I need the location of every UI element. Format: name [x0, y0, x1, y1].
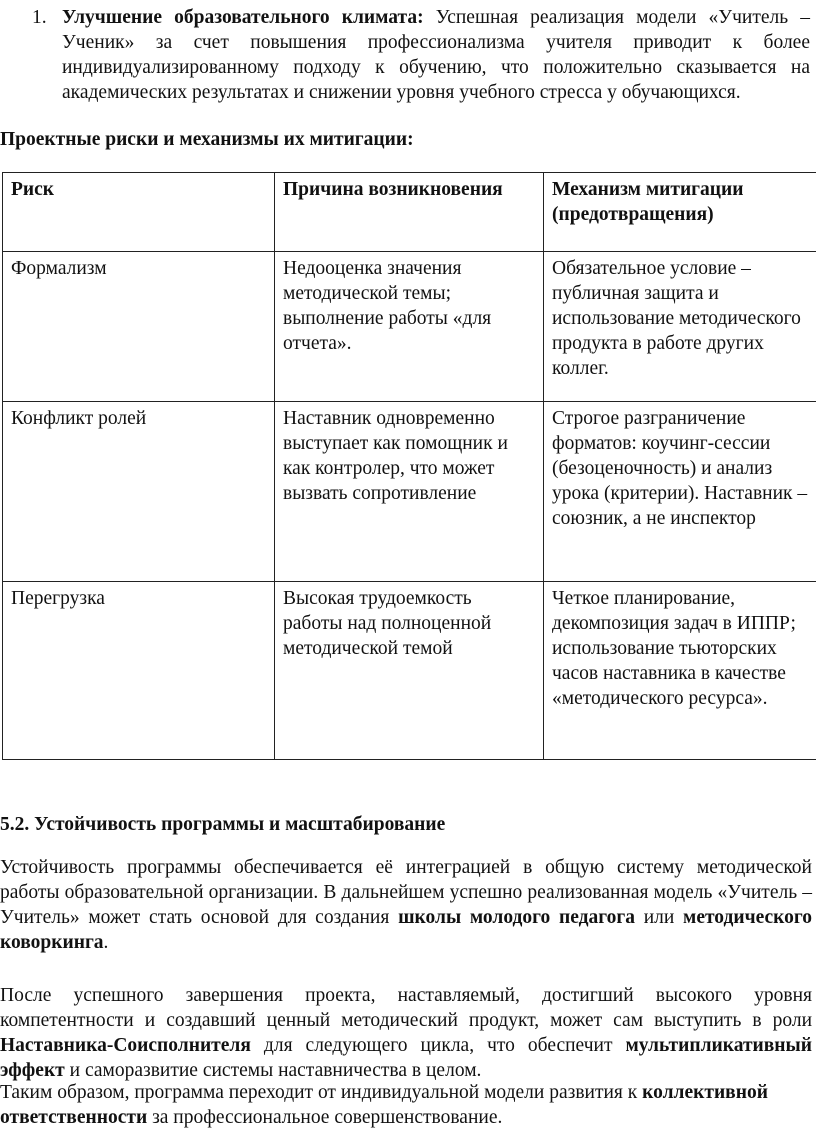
bold-term: коллективной ответственности [0, 1082, 768, 1128]
cause-cell: Высокая трудоемкость работы над полноценной методической темой [275, 582, 544, 760]
risks-heading: Проектные риски и механизмы их митигации: [0, 129, 414, 150]
table-row [3, 582, 816, 760]
table-row [3, 252, 816, 402]
table-header-row [3, 173, 816, 252]
risk-cell: Формализм [3, 252, 275, 402]
bold-term: мультипликативный эффект [0, 1035, 812, 1081]
paragraph-sustainability [0, 855, 812, 955]
para-text: . [103, 932, 109, 953]
para-text: Устойчивость программы обеспечивается её интеграцией в общую систему методической работы образовательной организации. В дальнейшем успешно реализованная модель «Учитель – Учитель» может стать основой для создания [0, 857, 812, 928]
risk-cell: Перегрузка [3, 582, 275, 760]
header-cause: Причина возникновения [275, 173, 544, 252]
para-text: и саморазвитие системы наставничества в целом. [64, 1060, 482, 1081]
cause-cell: Наставник одновременно выступает как помощник и как контролер, что может вызвать сопротивление [275, 402, 544, 582]
bold-term: школы молодого педагога [398, 907, 635, 928]
para-text: для следующего цикла, что обеспечит [250, 1035, 626, 1056]
header-mitigation: Механизм митигации (предотвращения) [544, 173, 816, 252]
bold-term: Наставника-Соисполнителя [0, 1035, 251, 1056]
section-heading: 5.2. Устойчивость программы и масштабирование [0, 814, 446, 835]
bold-term: методического коворкинга [0, 907, 812, 953]
table-row [3, 402, 816, 582]
para-text: Таким образом, программа переходит от индивидуальной модели развития к [0, 1082, 643, 1103]
header-risk: Риск [3, 173, 275, 252]
mitigation-cell: Строгое разграничение форматов: коучинг-сессии (безоценочность) и анализ урока (критерии). Наставник – союзник, а не инспектор [544, 402, 816, 582]
risk-cell: Конфликт ролей [3, 402, 275, 582]
paragraph-conclusion [0, 1080, 812, 1130]
mitigation-cell: Обязательное условие – публичная защита и использование методического продукта в работе других коллег. [544, 252, 816, 402]
paragraph-after-project [0, 983, 812, 1083]
cause-cell: Недооценка значения методической темы; выполнение работы «для отчета». [275, 252, 544, 402]
list-item-1 [32, 5, 811, 105]
item-text: Успешная реализация модели «Учитель – Ученик» за счет повышения профессионализма учителя приводит к более индивидуализированному подходу к обучению, что положительно сказывается на академических результатах и снижении уровня учебного стресса у обучающихся. [62, 7, 811, 103]
para-text: за профессиональное совершенствование. [147, 1107, 503, 1128]
para-text: или [634, 907, 684, 928]
risks-table [2, 172, 816, 760]
item-bold-title: Улучшение образовательного климата: [62, 7, 424, 28]
list-number: 1. [32, 7, 47, 28]
para-text: После успешного завершения проекта, наставляемый, достигший высокого уровня компетентности и создавший ценный методический продукт, может сам выступить в роли [0, 985, 812, 1031]
mitigation-cell: Четкое планирование, декомпозиция задач в ИППР; использование тьюторских часов наставника в качестве «методического ресурса». [544, 582, 816, 760]
